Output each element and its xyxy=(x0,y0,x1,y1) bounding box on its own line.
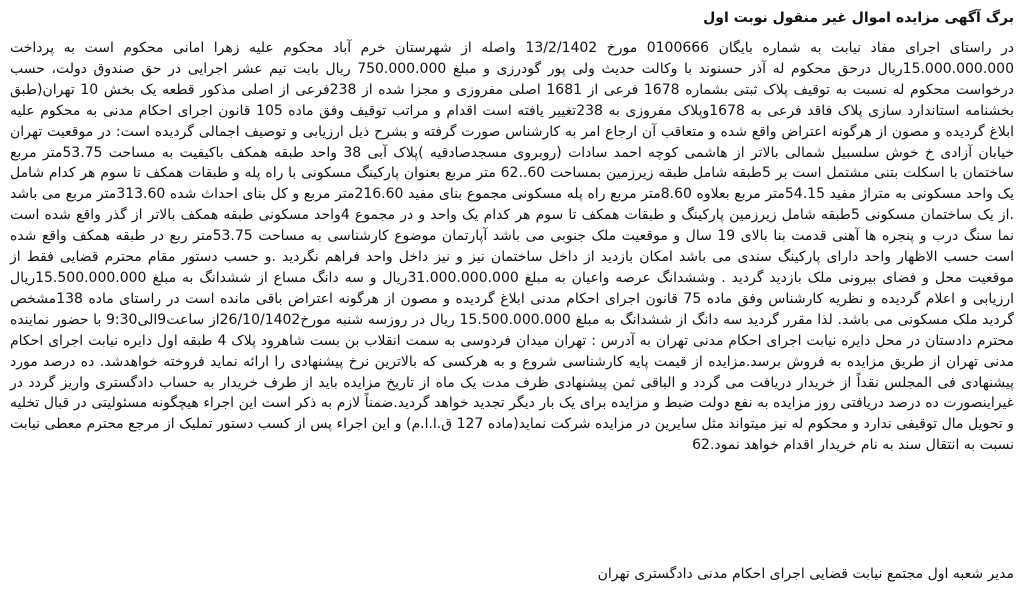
notice-title: برگ آگهی مزایده اموال غیر منقول نوبت اول xyxy=(703,10,1014,26)
notice-body: در راستای اجرای مفاد نیابت به شماره بایگان 0100666 مورخ 13/2/1402 واصله از شهرستان خرم آباد محکوم علیه زهرا امانی محکوم است به پرداخت 15.000.000.000ریال درحق محکوم له آذر حسنوند با وکالت حدیث ولی پور گودرزی و مبلغ 750.000.000 ریال بابت نیم عشر اجرایی در حق صندوق دولت، حسب درخواست محکوم له نسبت به توقیف پلاک ثبتی بشماره 1678 فرعی از 1681 اصلی مفروزی و مجزا شده از 238فرعی از اصلی مذکور قطعه یک بخش 10 تهران(طبق بخشنامه استاندارد سازی پلاک فاقد فرعی به 1678وپلاک مفروزی به 238تغییر یافته است اقدام و مراتب توقیف وفق ماده 105 قانون اجرای احکام مدنی به محکوم علیه ابلاغ گردیده و مصون از هرگونه اعتراض واقع شده و متعاقب آن ارجاع امر به کارشناس صورت گرفته و بشرح ذیل ارزیابی و توصیف اجمالی گردیده است: در موقعیت تهران خیابان آزادی خ خوش سلسبیل شمالی بالاتر از هاشمی کوچه احمد سادات (روبروی مسجدصادقیه )پلاک آبی 38 واحد طبقه همکف باکیفیت به مساحت 53.75متر مربع ساختمان با اسکلت بتنی مشتمل است بر 5طبقه شامل طبقه زیرزمین بمساحت 60..62 متر مربع بعنوان پارکینگ مسکونی با راه پله و طبقات همکف تا سوم هر کدام شامل یک واحد مسکونی به متراژ مفید 54.15متر مربع بعلاوه 8.60متر مربع راه پله مسکونی مجموع بنای مفید 216.60متر مربع و کل بنای احداث شده 313.60متر مربع می باشد .از یک ساختمان مسکونی 5طبقه شامل زیرزمین پارکینگ و طبقات همکف تا سوم هر کدام یک واحد و در مجموع 4واحد مسکونی طبقه همکف بالاتر از گذر واقع شده است نما سنگ درب و پنجره ها آهنی قدمت بنا بالای 19 سال و موقعیت ملک جنوبی می باشد آپارتمان موضوع کارشناسی به مساحت 53.75متر ربع در طبقه همکف واقع شده است حسب الاظهار واحد دارای پارکینگ سندی می باشد امکان بازدید از داخل ساختمان نیز و نیز داخل واحد فراهم نگردید .و حسب دستور مقام محترم قضایی فقط از موقعیت محل و فضای بیرونی ملک بازدید گردید . وششدانگ عرصه واعیان به مبلغ 31.000.000.000ریال و سه دانگ مساع از ششدانگ به مبلغ 15.500.000.000ریال ارزیابی و اعلام گردیده و نظریه کارشناس وفق ماده 75 قانون اجرای احکام مدنی ابلاغ گردیده و مصون از هرگونه اعتراض باقی مانده است در راستای ماده 138مشخص گردید ملک مسکونی می باشد. لذا مقرر گردید سه دانگ از ششدانگ به مبلغ 15.500.000.000 ریال در روزسه شنبه مورخ26/10/1402از ساعت9الی9:30 با حضور نماینده محترم دادستان در محل دایره نیابت اجرای احکام مدنی تهران به آدرس : تهران میدان فردوسی به سمت انقلاب بن بست شاهرود پلاک 4 طبقه اول دایره نیابت اجرای احکام مدنی تهران از طریق مزایده به فروش برسد.مزایده از قیمت پایه کارشناسی شروع و به هرکسی که بالاترین نرخ پیشنهادی را ارائه نماید فروخته خواهدشد. ده درصد مورد پیشنهادی فی المجلس نقداً از خریدار دریافت می گردد و الباقی ثمن پیشنهادی ظرف مدت یک ماه از تاریخ مزایده باید از طرف خریدار به حساب دادگستری واریز گردد در غیراینصورت ده درصد دریافتی روز مزایده به نفع دولت ضبط و مزایده برای یک بار دیگر تجدید خواهد گردید.ضمناً لازم به ذکر است این اجراء هیچگونه مسئولیتی در قبال تخلیه و تحویل مال توقیفی ندارد و محکوم له نیز میتواند مثل سایرین در مزایده شرکت نماید(ماده 127 ق.ا.ا.م) و این اجراء پس از کسب دستور تملیک از مرجع محترم معطی نیابت نسبت به انتقال سند به نام خریدار اقدام خواهد نمود.62 xyxy=(10,40,1015,454)
notice-signature: مدیر شعبه اول مجتمع نیابت قضایی اجرای احکام مدنی دادگستری تهران xyxy=(597,566,1014,582)
